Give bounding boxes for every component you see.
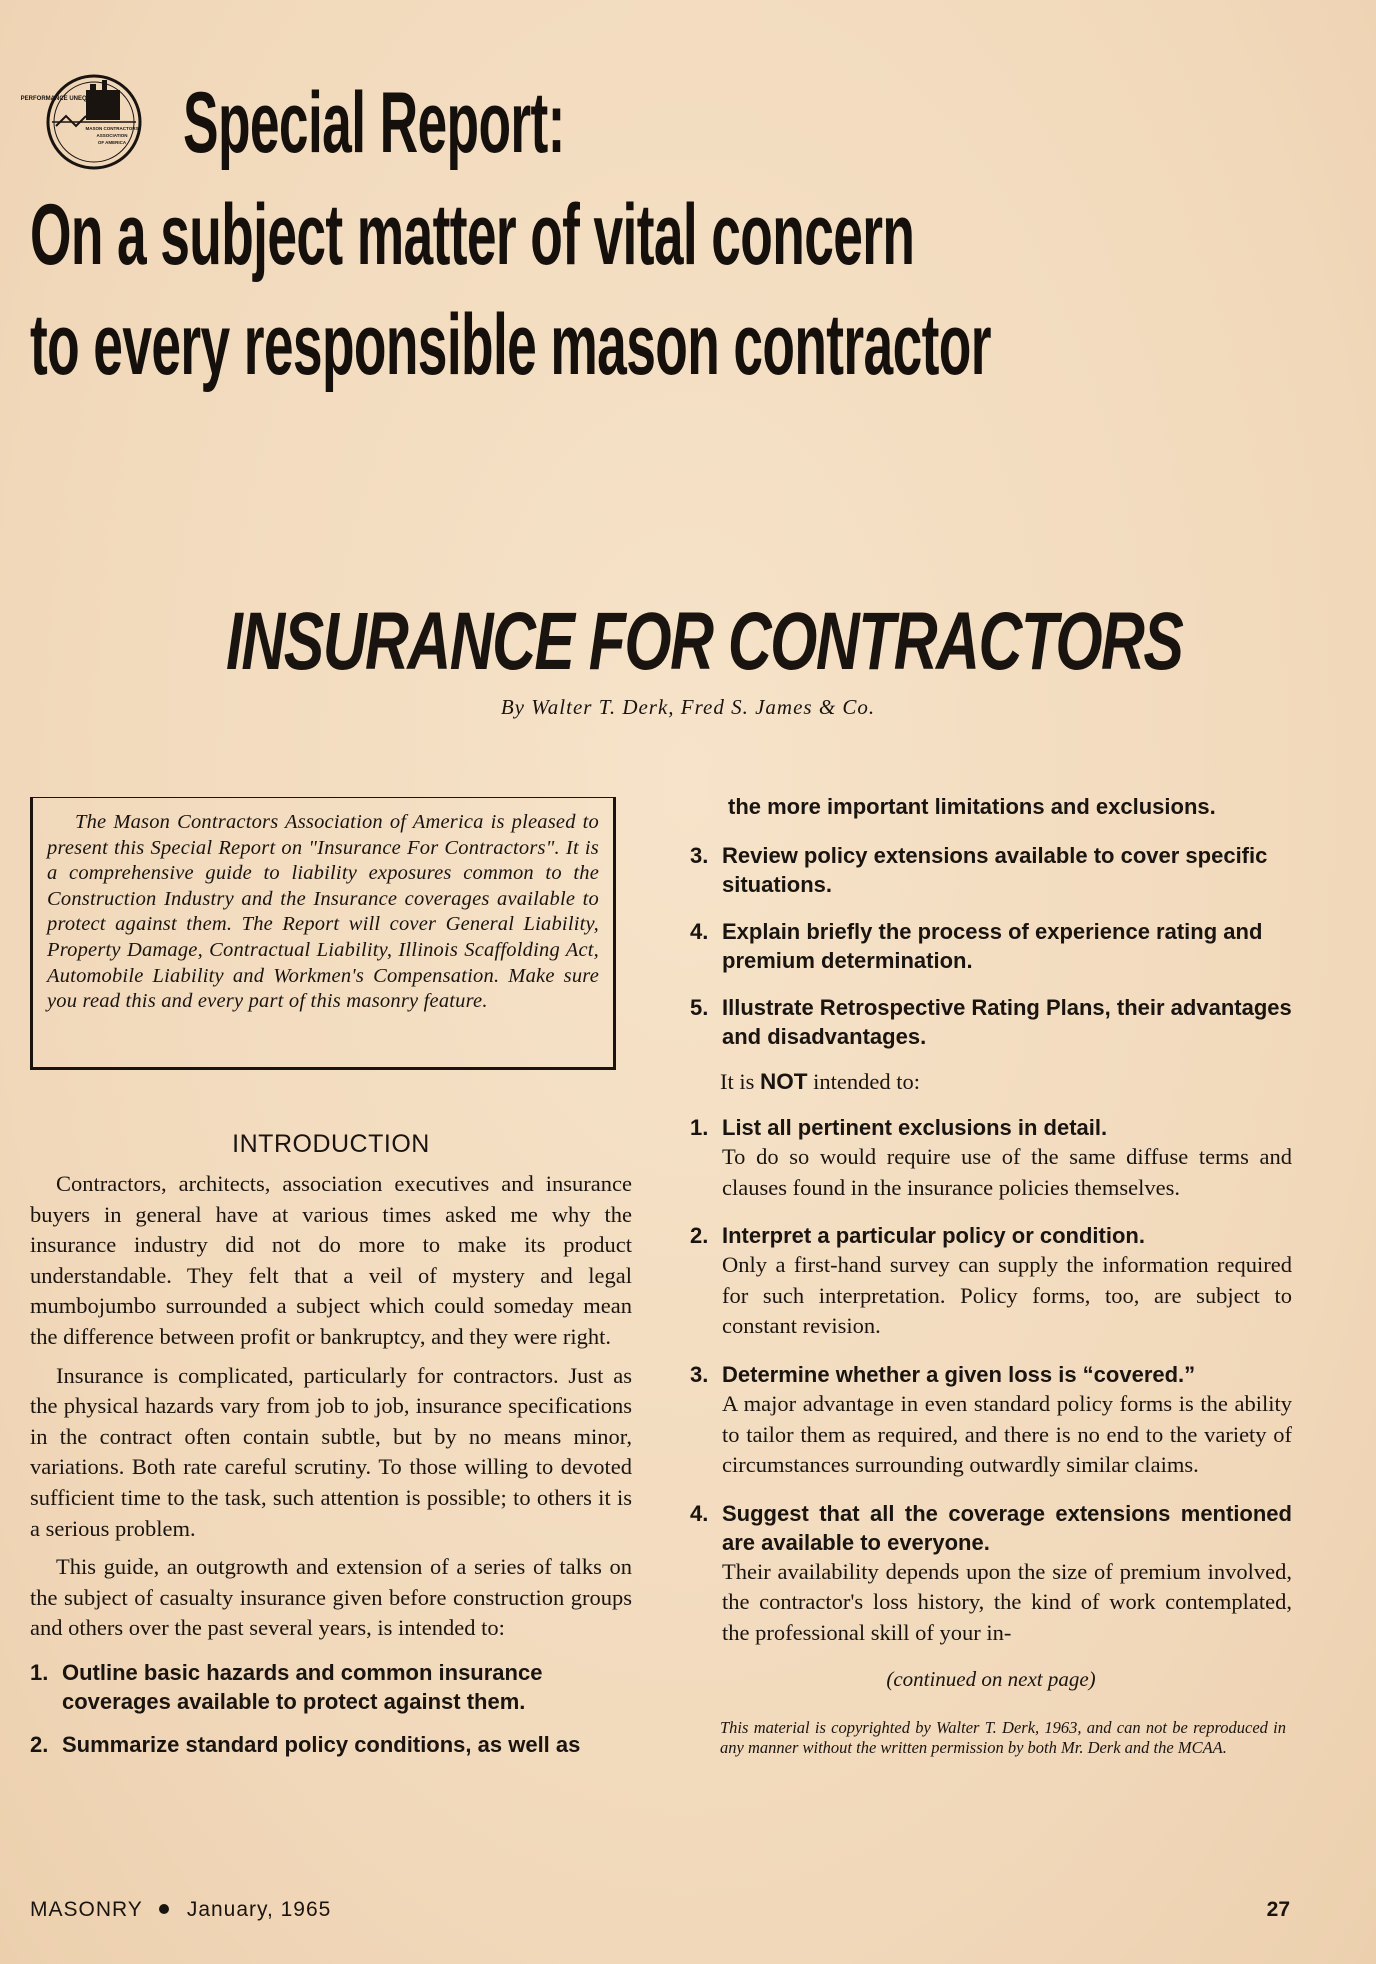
logo-text-2: MASON CONTRACTORS: [85, 126, 139, 131]
intended-item-5: 5. Illustrate Retrospective Rating Plans, their advantages and disadvantages.: [690, 995, 1292, 1049]
intro-paragraph-1: Contractors, architects, association executives and insurance buyers in general have at various times asked me why the insurance industry did not do more to make its product understandable. They felt that a veil of mystery and legal mumbojumbo surrounded a subject which could someday mean the difference between profit or bankruptcy, and they were right.: [30, 1171, 632, 1349]
logo-text-3: ASSOCIATION: [96, 133, 128, 138]
logo-text-4: OF AMERICA: [97, 140, 127, 145]
right-column: [690, 792, 1292, 1758]
byline: By Walter T. Derk, Fred S. James & Co.: [500, 695, 876, 719]
not-item-1: 1. List all pertinent exclusions in detail. To do so would require use of the same diffuse terms and clauses found in the insurance policies themselves.: [690, 1115, 1292, 1200]
intro-box: [30, 797, 616, 1070]
introduction-heading: INTRODUCTION: [232, 1130, 430, 1158]
headline-special-report: Special Report:: [183, 75, 565, 171]
footer-magazine: [30, 1898, 331, 1922]
article-title: INSURANCE FOR CONTRACTORS: [226, 596, 1183, 687]
intended-item-3: 3. Review policy extensions available to cover specific situations.: [690, 843, 1268, 897]
intended-item-2: 2. Summarize standard policy conditions, as well as: [30, 1731, 581, 1757]
page-number: 27: [1266, 1898, 1290, 1921]
intended-item-2-continued: the more important limitations and exclusions.: [728, 794, 1216, 819]
logo-text-1: PERFORMANCE UNEQUALED: [20, 96, 108, 102]
intro-paragraph-2: Insurance is complicated, particularly for contractors. Just as the physical hazards vary from job to job, insurance specifications in the contract often contain subtle, but by no means minor, variations. Both rate careful scrutiny. To those willing to devoted sufficient time to the task, such attention is possible; to others it is a serious problem.: [30, 1362, 632, 1541]
headline-line-2: On a subject matter of vital concern: [30, 187, 915, 283]
issue-date: January, 1965: [186, 1898, 332, 1921]
intro-paragraph-3: This guide, an outgrowth and extension of a series of talks on the subject of casualty insurance given before construction groups and others over the past several years, is intended to:: [30, 1554, 632, 1641]
bullet-icon: [159, 1904, 169, 1914]
magazine-name: MASONRY: [30, 1898, 143, 1921]
not-intended-line: It is NOT intended to:: [720, 1069, 920, 1094]
mcaa-logo: [20, 70, 146, 174]
copyright-notice: This material is copyrighted by Walter T. Derk, 1963, and can not be reproduced in any manner without the written permission by both Mr. Derk and the MCAA.: [720, 1717, 1286, 1757]
not-item-4: 4. Suggest that all the coverage extensions mentioned are available to everyone. Their availability depends upon the size of premium involved, the contractor's loss history, the kind of work contemplated, the professional skill of your in-: [690, 1500, 1292, 1645]
not-item-3: 3. Determine whether a given loss is “covered.” A major advantage in even standard policy forms is the ability to tailor them as required, and there is no end to the variety of circumstances surrounding outwardly similar claims.: [690, 1361, 1292, 1478]
intended-item-1: 1. Outline basic hazards and common insurance coverages available to protect against them.: [30, 1659, 543, 1714]
headline-line-3: to every responsible mason contractor: [30, 297, 991, 393]
intended-item-4: 4. Explain briefly the process of experience rating and premium determination.: [690, 919, 1263, 973]
intro-box-text: The Mason Contractors Association of America is pleased to present this Special Report on "Insurance For Contractors". It is a comprehensive guide to liability exposures common to the Construction Industry and the Insurance coverages available to protect against them. The Report will cover General Liability, Property Damage, Contractual Liability, Illinois Scaffolding Act, Automobile Liability and Workmen's Compensation. Make sure you read this and every part of this masonry feature.: [47, 811, 599, 1013]
not-item-2: 2. Interpret a particular policy or condition. Only a first-hand survey can supply the information required for such interpretation. Policy forms, too, are subject to constant revision.: [690, 1223, 1292, 1339]
continued-note: (continued on next page): [886, 1666, 1096, 1691]
left-column: [30, 1130, 632, 1773]
